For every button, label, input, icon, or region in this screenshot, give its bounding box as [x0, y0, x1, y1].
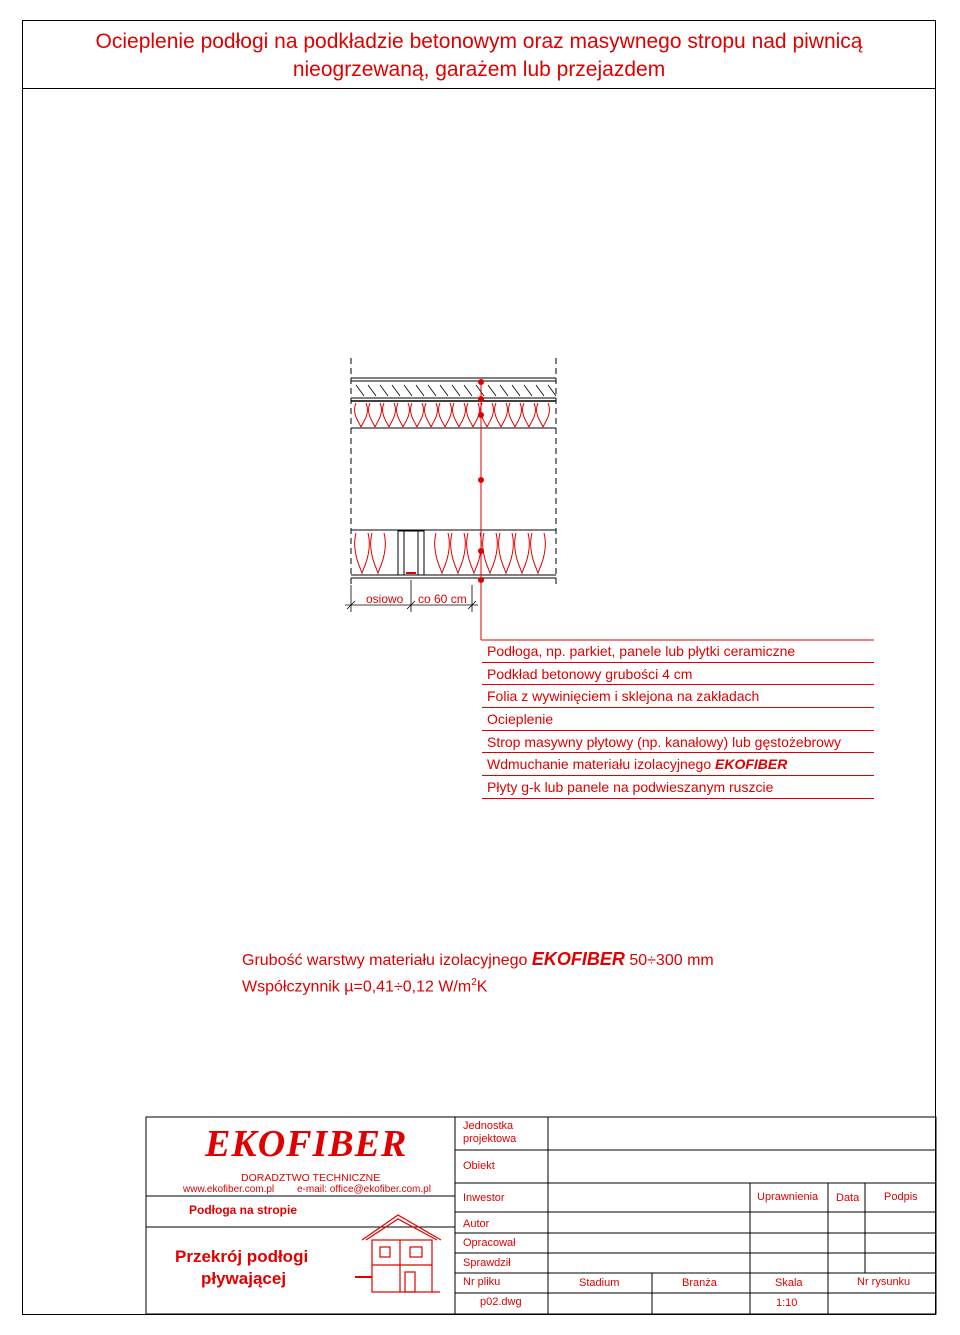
- label-podpis: Podpis: [884, 1191, 918, 1203]
- label-stadium: Stadium: [579, 1277, 620, 1289]
- insulation-wave: [355, 403, 550, 427]
- label-obiekt: Obiekt: [463, 1160, 495, 1172]
- label-opracowal: Opracował: [463, 1237, 516, 1249]
- label-uprawnienia: Uprawnienia: [757, 1191, 819, 1203]
- title-line-1: Ocieplenie podłogi na podkładzie betonowym oraz masywnego stropu nad piwnicą: [95, 30, 863, 53]
- screed-hatch-line: [440, 385, 448, 396]
- drawing-title-line-1: Przekrój podłogi: [175, 1247, 309, 1266]
- dimension-label-right: co 60 cm: [418, 592, 467, 606]
- label-autor: Autor: [463, 1218, 490, 1230]
- layer-row: Folia z wywinięciem i sklejona na zakładach: [482, 685, 874, 708]
- screed-hatch-line: [512, 385, 520, 396]
- scale-value: 1:10: [776, 1297, 798, 1309]
- company-subtitle: DORADZTWO TECHNICZNE: [241, 1172, 381, 1184]
- leader-dot: [479, 413, 484, 418]
- label-inwestor: Inwestor: [463, 1192, 505, 1204]
- insulation-parameters: [242, 948, 714, 998]
- screed-hatch-line: [416, 385, 424, 396]
- brand-name: EKOFIBER: [715, 756, 788, 773]
- leader-dot: [479, 397, 484, 402]
- section-title: Podłoga na stropie: [189, 1203, 298, 1217]
- title-line-2: nieogrzewaną, garażem lub przejazdem: [292, 58, 666, 81]
- screed-hatch-line: [524, 385, 532, 396]
- layer-legend: [482, 640, 874, 799]
- leader-dot: [479, 380, 484, 385]
- screed-hatch-line: [368, 385, 376, 396]
- label-data: Data: [836, 1192, 860, 1204]
- label-nr-rysunku: Nr rysunku: [857, 1276, 911, 1288]
- layer-row: Płyty g-k lub panele na podwieszanym ruszcie: [482, 776, 874, 799]
- screed-hatch-line: [500, 385, 508, 396]
- layer-row: Wdmuchanie materiału izolacyjnego EKOFIBER: [482, 753, 874, 776]
- screed-hatch-line: [380, 385, 388, 396]
- suspension-joist: [398, 531, 424, 575]
- label-nr-pliku: Nr pliku: [463, 1276, 501, 1288]
- company-email: e-mail: office@ekofiber.com.pl: [297, 1184, 431, 1195]
- leader-dot: [479, 549, 484, 554]
- drawing-title-line-2: pływającej: [201, 1269, 287, 1288]
- layer-row: Strop masywny płytowy (np. kanałowy) lub gęstożebrowy: [482, 731, 874, 754]
- company-logo: EKOFIBER: [205, 1123, 408, 1165]
- insulation-wave: [355, 533, 546, 573]
- dimension-label-left: osiowo: [366, 592, 404, 606]
- brand-name: EKOFIBER: [531, 949, 625, 969]
- screed-hatch-line: [464, 385, 472, 396]
- screed-hatch-line: [548, 385, 556, 396]
- label-projektowa: projektowa: [463, 1133, 517, 1145]
- leader-dot: [479, 478, 484, 483]
- screed-hatch-line: [476, 385, 484, 396]
- screed-hatch-line: [392, 385, 400, 396]
- screed-hatch-line: [356, 385, 364, 396]
- label-jednostka: Jednostka: [463, 1120, 514, 1132]
- screed-hatch-line: [428, 385, 436, 396]
- screed-hatch-line: [452, 385, 460, 396]
- screed-hatch-line: [404, 385, 412, 396]
- label-sprawdzil: Sprawdził: [463, 1257, 511, 1269]
- coefficient-line: Współczynnik µ=0,41÷0,12 $W/m^2K$: [242, 977, 488, 996]
- screed-hatch-line: [488, 385, 496, 396]
- leader-dot: [479, 578, 484, 583]
- layer-row: Podkład betonowy grubości 4 cm: [482, 663, 874, 686]
- layer-row: Ocieplenie: [482, 708, 874, 731]
- file-name-value: p02.dwg: [480, 1296, 522, 1308]
- label-skala: Skala: [775, 1277, 803, 1289]
- thickness-line: Grubość warstwy materiału izolacyjnego EKOFIBER 50÷300 mm: [242, 949, 714, 969]
- screed-hatch-line: [536, 385, 544, 396]
- layer-row: Podłoga, np. parkiet, panele lub płytki ceramiczne: [482, 640, 874, 663]
- company-website: www.ekofiber.com.pl: [183, 1184, 275, 1195]
- label-branza: Branża: [682, 1277, 717, 1289]
